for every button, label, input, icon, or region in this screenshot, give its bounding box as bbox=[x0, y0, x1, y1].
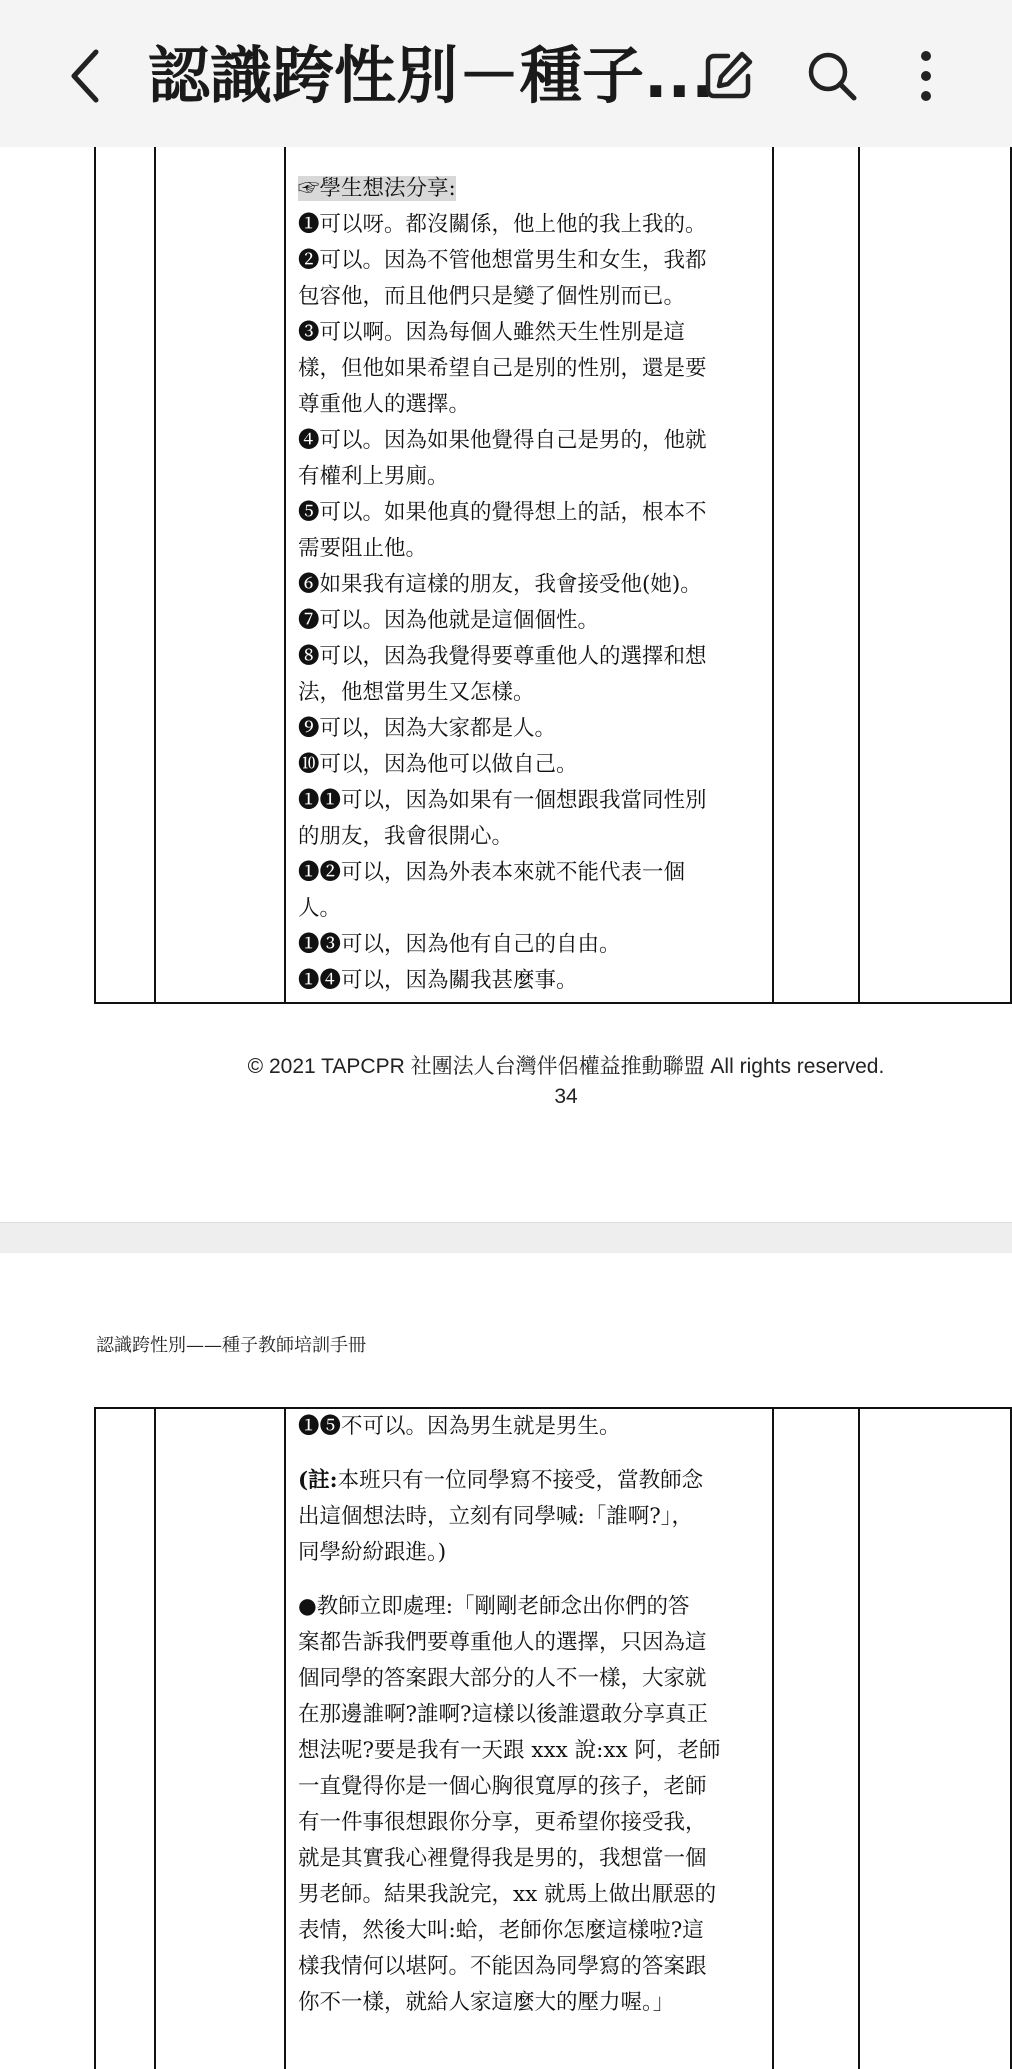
document-page-35 bbox=[0, 1253, 1012, 2048]
teacher-line: 樣我情何以堪阿。不能因為同學寫的答案跟 bbox=[298, 1954, 707, 1979]
response-line: ❹可以。因為如果他覺得自己是男的，他就 bbox=[298, 428, 707, 453]
response-line: 尊重他人的選擇。 bbox=[298, 392, 471, 417]
teacher-line: 想法呢?要是我有一天跟 xxx 說:xx 阿，老師 bbox=[298, 1738, 721, 1763]
copyright-footer: © 2021 TAPCPR 社團法人台灣伴侶權益推動聯盟 All rights reserved. bbox=[247, 1055, 885, 1078]
response-line: ❺可以。如果他真的覺得想上的話，根本不 bbox=[298, 500, 707, 525]
response-line: ❶❶可以，因為如果有一個想跟我當同性別 bbox=[298, 788, 707, 813]
note-line: (註:本班只有一位同學寫不接受，當教師念 bbox=[298, 1468, 704, 1493]
response-line: 有權利上男廁。 bbox=[298, 464, 449, 489]
student-responses-cell bbox=[298, 171, 758, 999]
document-page-34 bbox=[0, 147, 1012, 1222]
response-line: 法，他想當男生又怎樣。 bbox=[298, 680, 535, 705]
app-toolbar bbox=[0, 0, 1012, 147]
page-separator bbox=[0, 1222, 1012, 1254]
teacher-line: ●教師立即處理:「剛剛老師念出你們的答 bbox=[298, 1594, 690, 1619]
response-line: ❽可以，因為我覺得要尊重他人的選擇和想 bbox=[298, 644, 707, 669]
more-vertical-icon[interactable] bbox=[896, 46, 956, 106]
search-icon[interactable] bbox=[802, 46, 862, 106]
response-line: ❶❺不可以。因為男生就是男生。 bbox=[298, 1414, 621, 1439]
response-line: 包容他，而且他們只是變了個性別而已。 bbox=[298, 284, 686, 309]
response-line: ❶可以呀。都沒關係，他上他的我上我的。 bbox=[298, 212, 707, 237]
response-line: 樣，但他如果希望自己是別的性別，還是要 bbox=[298, 356, 707, 381]
note-line: 同學紛紛跟進。) bbox=[298, 1540, 447, 1565]
response-line: ❶❷可以，因為外表本來就不能代表一個 bbox=[298, 860, 686, 885]
edit-icon[interactable] bbox=[698, 46, 758, 106]
response-line: ❾可以，因為大家都是人。 bbox=[298, 716, 557, 741]
response-line: ❸可以啊。因為每個人雖然天生性別是這 bbox=[298, 320, 686, 345]
document-title: 認識跨性別－種子... bbox=[148, 39, 715, 112]
page-number: 34 bbox=[554, 1085, 578, 1108]
teacher-notes-cell bbox=[298, 1409, 758, 2021]
response-line: 的朋友，我會很開心。 bbox=[298, 824, 514, 849]
teacher-line: 表情，然後大叫:蛤，老師你怎麼這樣啦?這 bbox=[298, 1918, 704, 1943]
response-line: ❻如果我有這樣的朋友，我會接受他(她)。 bbox=[298, 572, 702, 597]
teacher-line: 就是其實我心裡覺得我是男的，我想當一個 bbox=[298, 1846, 707, 1871]
note-line: 出這個想法時，立刻有同學喊:「誰啊?」， bbox=[298, 1504, 694, 1529]
response-line: ❶❹可以，因為關我甚麼事。 bbox=[298, 968, 578, 993]
teacher-line: 有一件事很想跟你分享，更希望你接受我， bbox=[298, 1810, 707, 1835]
back-arrow-icon[interactable] bbox=[62, 44, 110, 108]
responses-heading: ☞學生想法分享: bbox=[298, 176, 456, 201]
response-line: 人。 bbox=[298, 896, 342, 921]
teacher-line: 個同學的答案跟大部分的人不一樣，大家就 bbox=[298, 1666, 707, 1691]
response-line: ❷可以。因為不管他想當男生和女生，我都 bbox=[298, 248, 707, 273]
teacher-line: 一直覺得你是一個心胸很寬厚的孩子，老師 bbox=[298, 1774, 707, 1799]
response-line: ❶❸可以，因為他有自己的自由。 bbox=[298, 932, 621, 957]
teacher-line: 案都告訴我們要尊重他人的選擇，只因為這 bbox=[298, 1630, 707, 1655]
running-header: 認識跨性別——種子教師培訓手冊 bbox=[96, 1335, 366, 1356]
teacher-line: 男老師。結果我說完，xx 就馬上做出厭惡的 bbox=[298, 1882, 717, 1907]
response-line: ❼可以。因為他就是這個個性。 bbox=[298, 608, 600, 633]
response-line: 需要阻止他。 bbox=[298, 536, 428, 561]
teacher-line: 你不一樣，就給人家這麼大的壓力喔。」 bbox=[298, 1990, 675, 2015]
teacher-line: 在那邊誰啊?誰啊?這樣以後誰還敢分享真正 bbox=[298, 1702, 709, 1727]
response-line: ❿可以，因為他可以做自己。 bbox=[298, 752, 578, 777]
